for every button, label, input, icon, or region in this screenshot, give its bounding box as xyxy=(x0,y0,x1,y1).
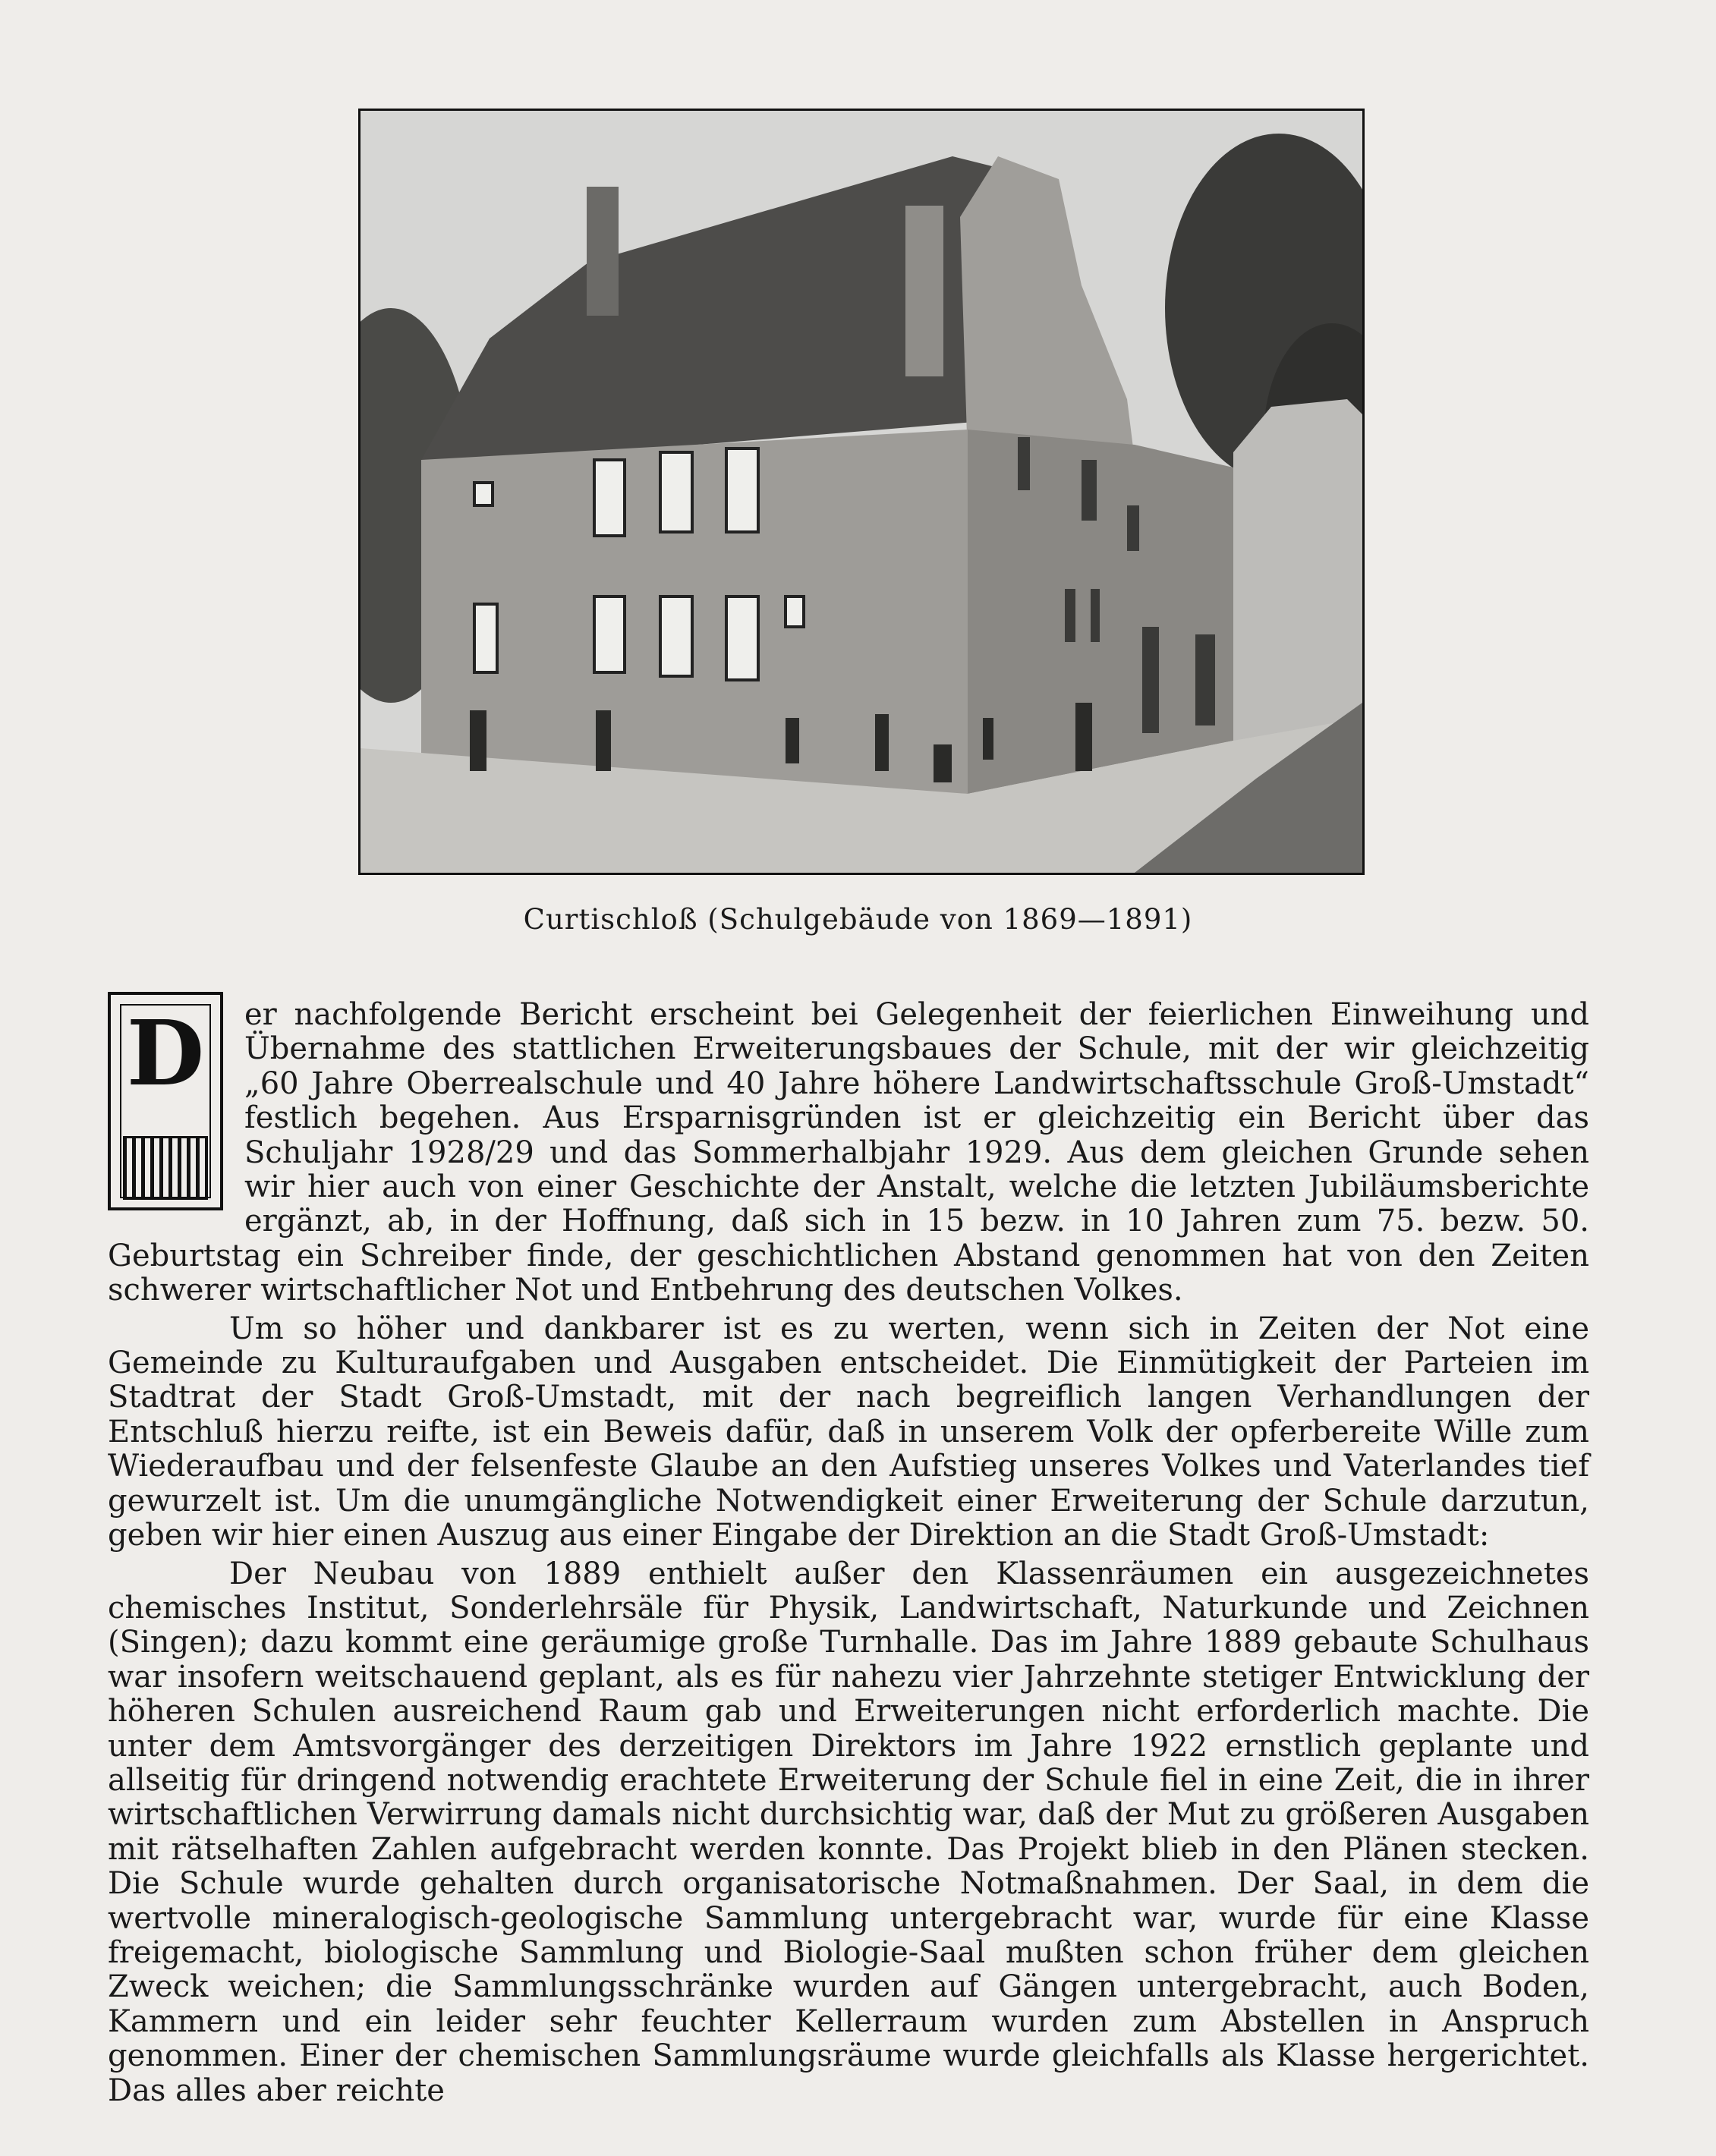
paragraph-1: er nachfolgende Bericht erscheint bei Gelegenheit der feierlichen Einweihung und Übernahme des stattlichen Erweiterungsbaues der Schule, mit der wir gleichzeitig „60 Jahre Oberrealschule und 40 Jahre höhere Landwirtschaftsschule Groß-Umstadt“ festlich begehen. Aus Ersparnisgründen ist er gleichzeitig ein Bericht über das Schuljahr 1928/29 und das Sommerhalbjahr 1929. Aus dem gleichen Grunde sehen wir hier auch von einer Geschichte der Anstalt, welche die letzten Jubiläumsberichte ergänzt, ab, in der Hoffnung, daß sich in 15 bezw. in 10 Jahren zum 75. bezw. 50. Geburtstag ein Schreiber finde, der geschichtlichen Abstand genommen hat von den Zeiten schwerer wirtschaftlicher Not und Entbehrung des deutschen Volkes. xyxy=(108,997,1589,1308)
figure-caption: Curtischloß (Schulgebäude von 1869—1891) xyxy=(523,903,1193,936)
article-body xyxy=(108,998,1589,2108)
paragraph-2: Um so höher und dankbarer ist es zu werten, wenn sich in Zeiten der Not eine Gemeinde zu Kulturaufgaben und Ausgaben entscheidet. Die Einmütigkeit der Parteien im Stadtrat der Stadt Groß-Umstadt, mit der nach begreiflich langen Verhandlungen der Entschluß hierzu reifte, ist ein Beweis dafür, daß in unserem Volk der opferbereite Wille zum Wiederaufbau und der felsenfeste Glaube an den Aufstieg unseres Volkes und Vaterlandes tief gewurzelt ist. Um die unumgängliche Notwendigkeit einer Erweiterung der Schule darzutun, geben wir hier einen Auszug aus einer Eingabe der Direktion an die Stadt Groß-Umstadt: xyxy=(108,1311,1589,1553)
initial-letter: D xyxy=(126,1000,205,1106)
photo-curtischloss xyxy=(358,109,1365,875)
paragraph-3: Der Neubau von 1889 enthielt außer den Klassenräumen ein ausgezeichnetes chemisches Institut, Sonderlehrsäle für Physik, Landwirtschaft, Naturkunde und Zeichnen (Singen); dazu kommt eine geräumige große Turnhalle. Das im Jahre 1889 gebaute Schulhaus war insofern weitschauend geplant, als es für nahezu vier Jahrzehnte stetiger Entwicklung der höheren Schulen ausreichend Raum gab und Erweiterungen nicht erforderlich machte. Die unter dem Amtsvorgänger des derzeitigen Direktors im Jahre 1922 ernstlich geplante und allseitig für dringend notwendig erachtete Erweiterung der Schule fiel in eine Zeit, die in ihrer wirtschaftlichen Verwirrung damals nicht durchsichtig war, daß der Mut zu größeren Ausgaben mit rätselhaften Zahlen aufgebracht werden konnte. Das Projekt blieb in den Plänen stecken. Die Schule wurde gehalten durch organisatorische Notmaßnahmen. Der Saal, in dem die wertvolle mineralogisch-geologische Sammlung untergebracht war, wurde für eine Klasse freigemacht, biologische Sammlung und Biologie-Saal mußten schon früher dem gleichen Zweck weichen; die Sammlungsschränke wurden auf Gängen untergebracht, auch Boden, Kammern und ein leider sehr feuchter Kellerraum wurden zum Abstellen in Anspruch genommen. Einer der chemischen Sammlungsräume wurde gleichfalls als Klasse hergerichtet. Das alles aber reichte xyxy=(108,1556,1589,2108)
